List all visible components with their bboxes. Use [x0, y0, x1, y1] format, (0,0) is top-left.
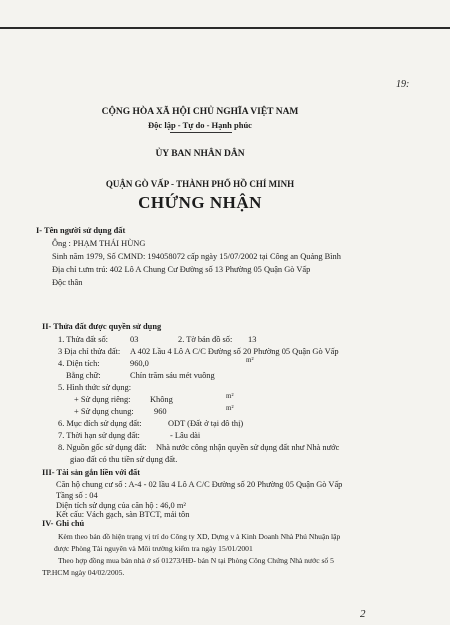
note-line-2: được Phòng Tài nguyên và Môi trường kiểm tra ngày 15/01/2001	[54, 544, 253, 553]
owner-birth-id: Sinh năm 1979, Số CMND: 194058072 cấp ngày 15/07/2002 tại Công an Quảng Bình	[52, 252, 341, 261]
top-border-line	[0, 27, 450, 29]
usage-term-label: 7. Thời hạn sử dụng đất:	[58, 431, 140, 440]
land-origin-label: 8. Nguồn gốc sử dụng đất:	[58, 443, 147, 452]
motto: Độc lập - Tự do - Hạnh phúc	[148, 120, 252, 130]
owner-address: Địa chỉ t.ưm trú: 402 Lô A Chung Cư Đường số 13 Phường 05 Quận Gò Vấp	[52, 265, 311, 274]
note-line-3: Theo hợp đồng mua bán nhà ở số 01273/HĐ- bán N tại Phòng Công Chứng Nhà nước số 5	[58, 556, 334, 565]
common-use-label: + Sử dụng chung:	[74, 407, 134, 416]
area-unit: m²	[246, 356, 254, 364]
floor-number: Tầng số : 04	[56, 491, 98, 500]
owner-name: Ông : PHẠM THÁI HÙNG	[52, 239, 146, 248]
land-purpose-value: ODT (Đất ở tại đô thị)	[168, 419, 244, 428]
area-words-value: Chín trăm sáu mét vuông	[130, 371, 215, 380]
land-address-value: A 402 Lầu 4 Lô A C/C Đường số 20 Phường 05 Quận Gò Vấp	[130, 347, 339, 356]
page-number: 2	[360, 608, 366, 620]
note-line-4: TP.HCM ngày 04/02/2005.	[42, 568, 125, 577]
motto-underline	[170, 132, 232, 133]
land-origin-value: Nhà nước công nhận quyền sử dụng đất như Nhà nước	[156, 443, 340, 452]
section2-heading: II- Thửa đất được quyền sử dụng	[42, 322, 162, 331]
republic-heading: CỘNG HÒA XÃ HỘI CHỦ NGHĨA VIỆT NAM	[101, 107, 299, 117]
area-label: 4. Diện tích:	[58, 359, 100, 368]
note-line-1: Kèm theo bản đồ hiện trạng vị trí do Công ty XD, Dựng v à Kinh Doanh Nhà Phú Nhuận lập	[58, 532, 341, 541]
lot-value: 03	[130, 335, 139, 344]
lot-label: 1. Thửa đất số:	[58, 335, 108, 344]
private-use-unit: m²	[226, 392, 234, 400]
apartment-number: Căn hộ chung cư số : A-4 - 02 lầu 4 Lô A C/C Đường số 20 Phường 05 Quận Gò Vấp	[56, 480, 343, 489]
district-heading: QUẬN GÒ VẤP - THÀNH PHỐ HỒ CHÍ MINH	[105, 179, 295, 189]
marital-status: Độc thân	[52, 278, 83, 287]
section1-heading: I- Tên người sử dụng đất	[36, 226, 126, 235]
land-origin-value-cont: giao đất có thu tiền sử dụng đất.	[70, 455, 178, 464]
common-use-value: 960	[154, 407, 167, 416]
section3-heading: III- Tài sản gắn liền với đất	[42, 468, 141, 477]
map-label: 2. Tờ bản đồ số:	[178, 335, 233, 344]
area-value: 960,0	[130, 359, 149, 368]
corner-handwritten-mark: 19:	[396, 79, 410, 90]
section4-heading: IV- Ghi chú	[42, 519, 85, 528]
apartment-area: Diện tích sử dụng của căn hộ : 46,0 m²	[56, 501, 186, 510]
map-value: 13	[248, 335, 257, 344]
building-structure: Kết cấu: Vách gạch, sàn BTCT, mái tôn	[56, 510, 190, 519]
land-purpose-label: 6. Mục đích sử dụng đất:	[58, 419, 142, 428]
document-title: CHỨNG NHẬN	[138, 193, 262, 212]
land-address-label: 3 Địa chỉ thửa đất:	[58, 347, 121, 356]
usage-form-label: 5. Hình thức sử dụng:	[58, 383, 132, 392]
area-words-label: Bằng chữ:	[66, 371, 101, 380]
private-use-value: Không	[150, 395, 173, 404]
usage-term-value: - Lâu dài	[170, 431, 201, 440]
private-use-label: + Sử dụng riêng:	[74, 395, 131, 404]
common-use-unit: m²	[226, 404, 234, 412]
committee-heading: ỦY BAN NHÂN DÂN	[155, 149, 245, 159]
